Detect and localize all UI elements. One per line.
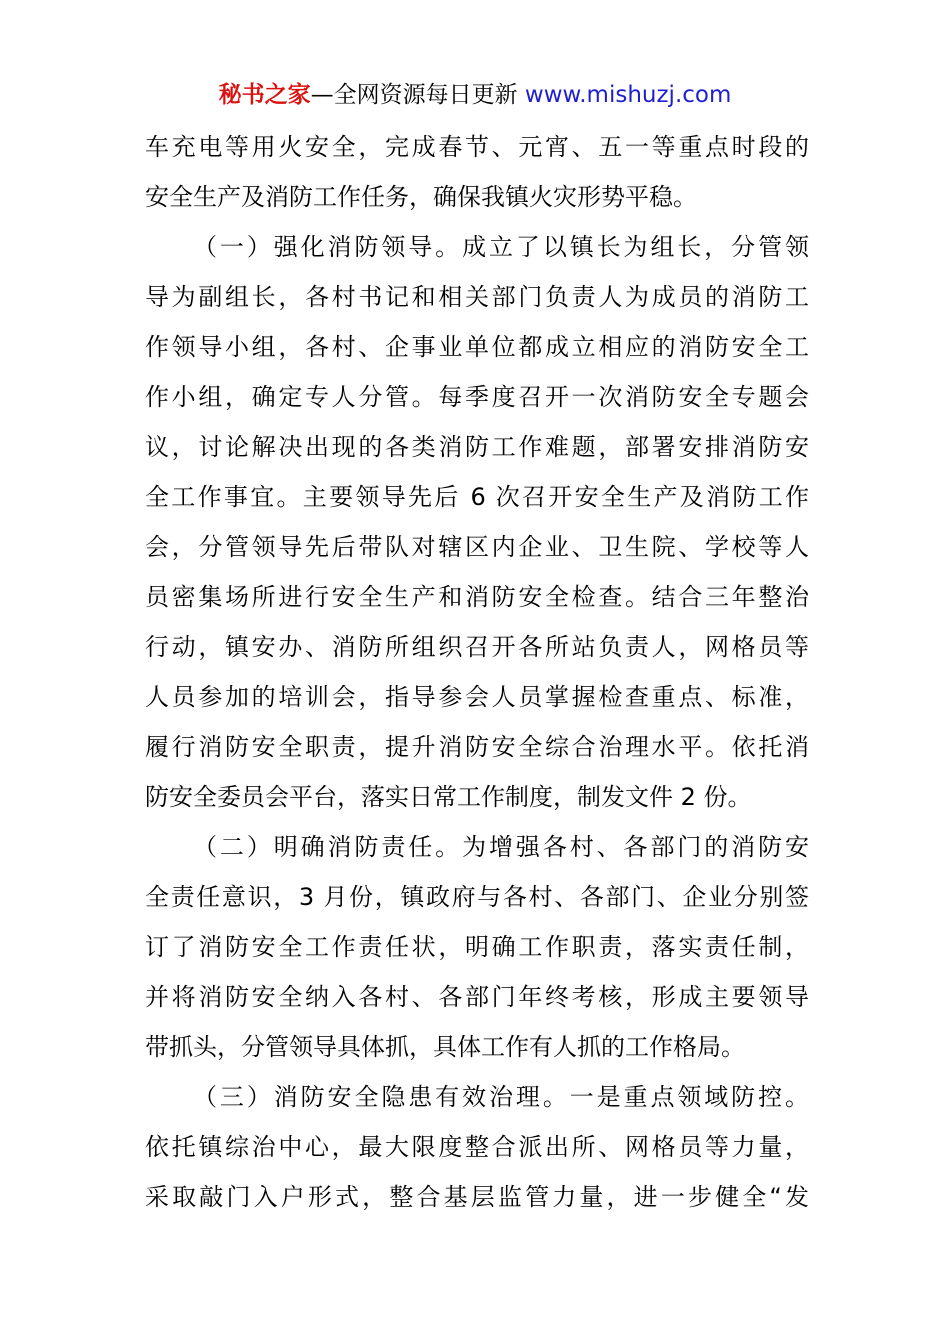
document-body <box>145 122 809 1222</box>
text-line: 带抓头，分管领导具体抓，具体工作有人抓的工作格局。 <box>145 1033 745 1061</box>
text-line: 采取敲门入户形式，整合基层监管力量，进一步健全“发 <box>145 1183 809 1211</box>
brand-name: 秘书之家 <box>218 82 311 108</box>
text-line: 防安全委员会平台，落实日常工作制度，制发文件 2 份。 <box>145 783 752 811</box>
section-heading-line: （一）强化消防领导。成立了以镇长为组长，分管领 <box>193 233 809 261</box>
text-line: 安全生产及消防工作任务，确保我镇火灾形势平稳。 <box>145 183 697 211</box>
text-line: 依托镇综治中心，最大限度整合派出所、网格员等力量， <box>145 1133 809 1161</box>
text-line: 订了消防安全工作责任状，明确工作职责，落实责任制， <box>145 933 809 961</box>
text-line: 作小组，确定专人分管。每季度召开一次消防安全专题会 <box>145 383 809 411</box>
text-line: 人员参加的培训会，指导参会人员掌握检查重点、标准， <box>145 683 809 711</box>
text-line: 全责任意识，3 月份，镇政府与各村、各部门、企业分别签 <box>145 883 809 911</box>
text-line: 并将消防安全纳入各村、各部门年终考核，形成主要领导 <box>145 983 809 1011</box>
text-line: 作领导小组，各村、企事业单位都成立相应的消防安全工 <box>145 333 809 361</box>
section-heading-line: （二）明确消防责任。为增强各村、各部门的消防安 <box>193 833 809 861</box>
text-line: 议，讨论解决出现的各类消防工作难题，部署安排消防安 <box>145 433 809 461</box>
text-line: 会，分管领导先后带队对辖区内企业、卫生院、学校等人 <box>145 533 809 561</box>
text-line: 全工作事宜。主要领导先后 6 次召开安全生产及消防工作 <box>145 483 809 511</box>
text-line: 行动，镇安办、消防所组织召开各所站负责人，网格员等 <box>145 633 809 661</box>
text-line: 车充电等用火安全，完成春节、元宵、五一等重点时段的 <box>145 133 809 161</box>
site-url-link[interactable]: www.mishuzj.com <box>524 82 732 108</box>
text-line: 员密集场所进行安全生产和消防安全检查。结合三年整治 <box>145 583 809 611</box>
page-header <box>0 78 950 112</box>
text-line: 履行消防安全职责，提升消防安全综合治理水平。依托消 <box>145 733 809 761</box>
text-line: 导为副组长，各村书记和相关部门负责人为成员的消防工 <box>145 283 809 311</box>
header-tagline: —全网资源每日更新 <box>310 82 525 108</box>
section-heading-line: （三）消防安全隐患有效治理。一是重点领域防控。 <box>193 1083 809 1111</box>
